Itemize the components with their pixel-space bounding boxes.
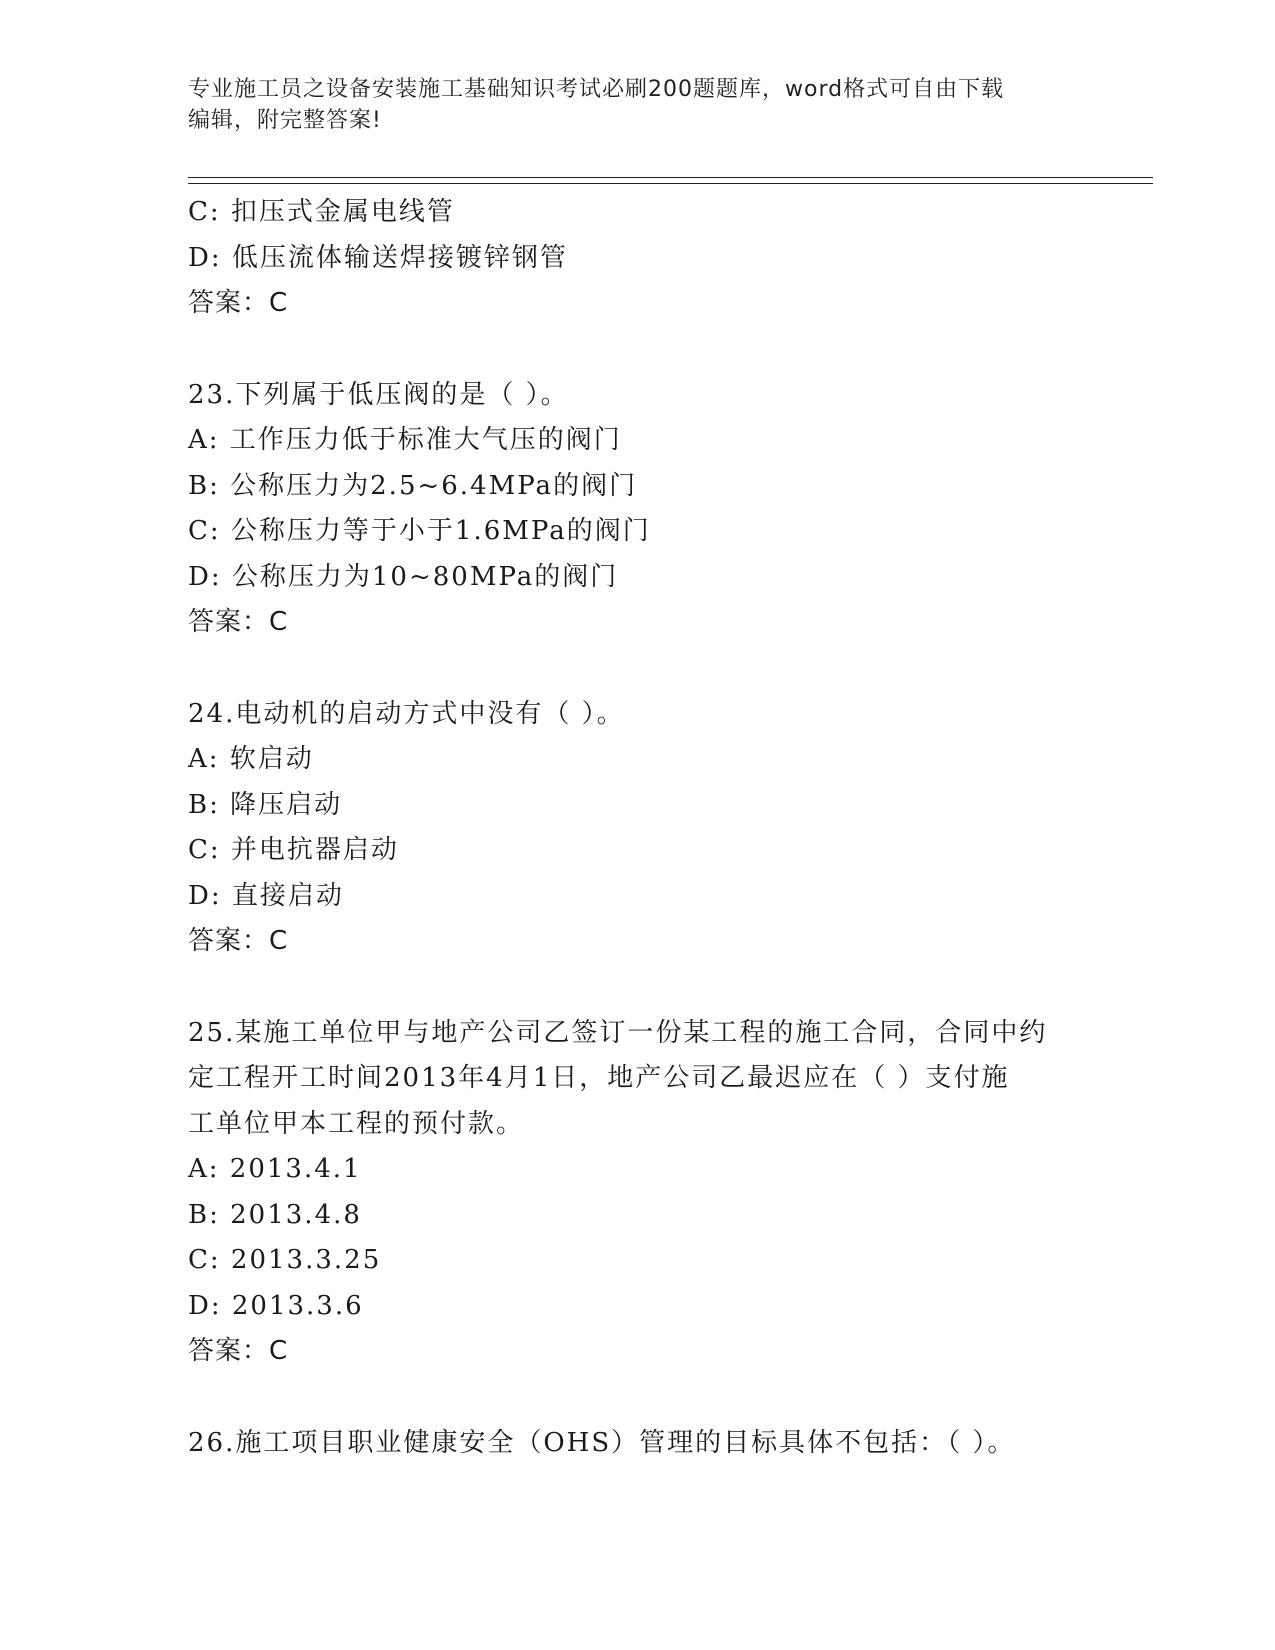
question-list <box>188 190 1088 1466</box>
question-stem-line-1: 25.某施工单位甲与地产公司乙签订一份某工程的施工合同，合同中约 <box>188 1017 1048 1048</box>
option-b: B: 公称压力为2.5~6.4MPa的阀门 <box>188 470 638 501</box>
option-c: C: 并电抗器启动 <box>188 835 399 865</box>
option-d: D: 2013.3.6 <box>188 1290 364 1321</box>
answer-line: 答案：C <box>188 1336 289 1366</box>
question-26 <box>188 1421 1088 1467</box>
question-25 <box>188 1011 1088 1375</box>
question-stem: 24.电动机的启动方式中没有（ ）。 <box>188 698 625 729</box>
header-divider-bottom <box>188 183 1153 184</box>
question-stem: 23.下列属于低压阀的是（ ）。 <box>188 379 569 410</box>
answer-line: 答案：C <box>188 926 289 956</box>
option-d: D: 低压流体输送焊接镀锌钢管 <box>188 242 568 273</box>
spacer <box>188 646 1088 692</box>
header-title-line-1: 专业施工员之设备安装施工基础知识考试必刷200题题库，word格式可自由下载 <box>188 77 1005 102</box>
option-d: D: 公称压力为10~80MPa的阀门 <box>188 561 619 592</box>
option-b: B: 降压启动 <box>188 789 343 820</box>
option-a: A: 软启动 <box>188 744 314 774</box>
question-24 <box>188 692 1088 965</box>
option-c: C: 扣压式金属电线管 <box>188 197 455 227</box>
question-stem-line-2: 定工程开工时间2013年4月1日，地产公司乙最迟应在（ ）支付施 <box>188 1063 1010 1093</box>
answer-line: 答案：C <box>188 607 289 637</box>
question-stem-line-3: 工单位甲本工程的预付款。 <box>188 1108 525 1139</box>
question-23 <box>188 373 1088 646</box>
question-22-partial <box>188 190 1088 327</box>
spacer <box>188 1375 1088 1421</box>
option-c: C: 2013.3.25 <box>188 1245 382 1275</box>
option-b: B: 2013.4.8 <box>188 1199 362 1230</box>
document-header <box>188 74 1088 136</box>
question-stem: 26.施工项目职业健康安全（OHS）管理的目标具体不包括：（ ）。 <box>188 1427 1016 1458</box>
option-c: C: 公称压力等于小于1.6MPa的阀门 <box>188 516 651 546</box>
answer-line: 答案：C <box>188 288 289 318</box>
spacer <box>188 965 1088 1011</box>
spacer <box>188 327 1088 373</box>
option-a: A: 2013.4.1 <box>188 1154 362 1184</box>
header-divider-top <box>188 177 1153 178</box>
option-d: D: 直接启动 <box>188 880 344 911</box>
header-title-line-2: 编辑，附完整答案! <box>188 108 382 133</box>
option-a: A: 工作压力低于标准大气压的阀门 <box>188 425 622 455</box>
